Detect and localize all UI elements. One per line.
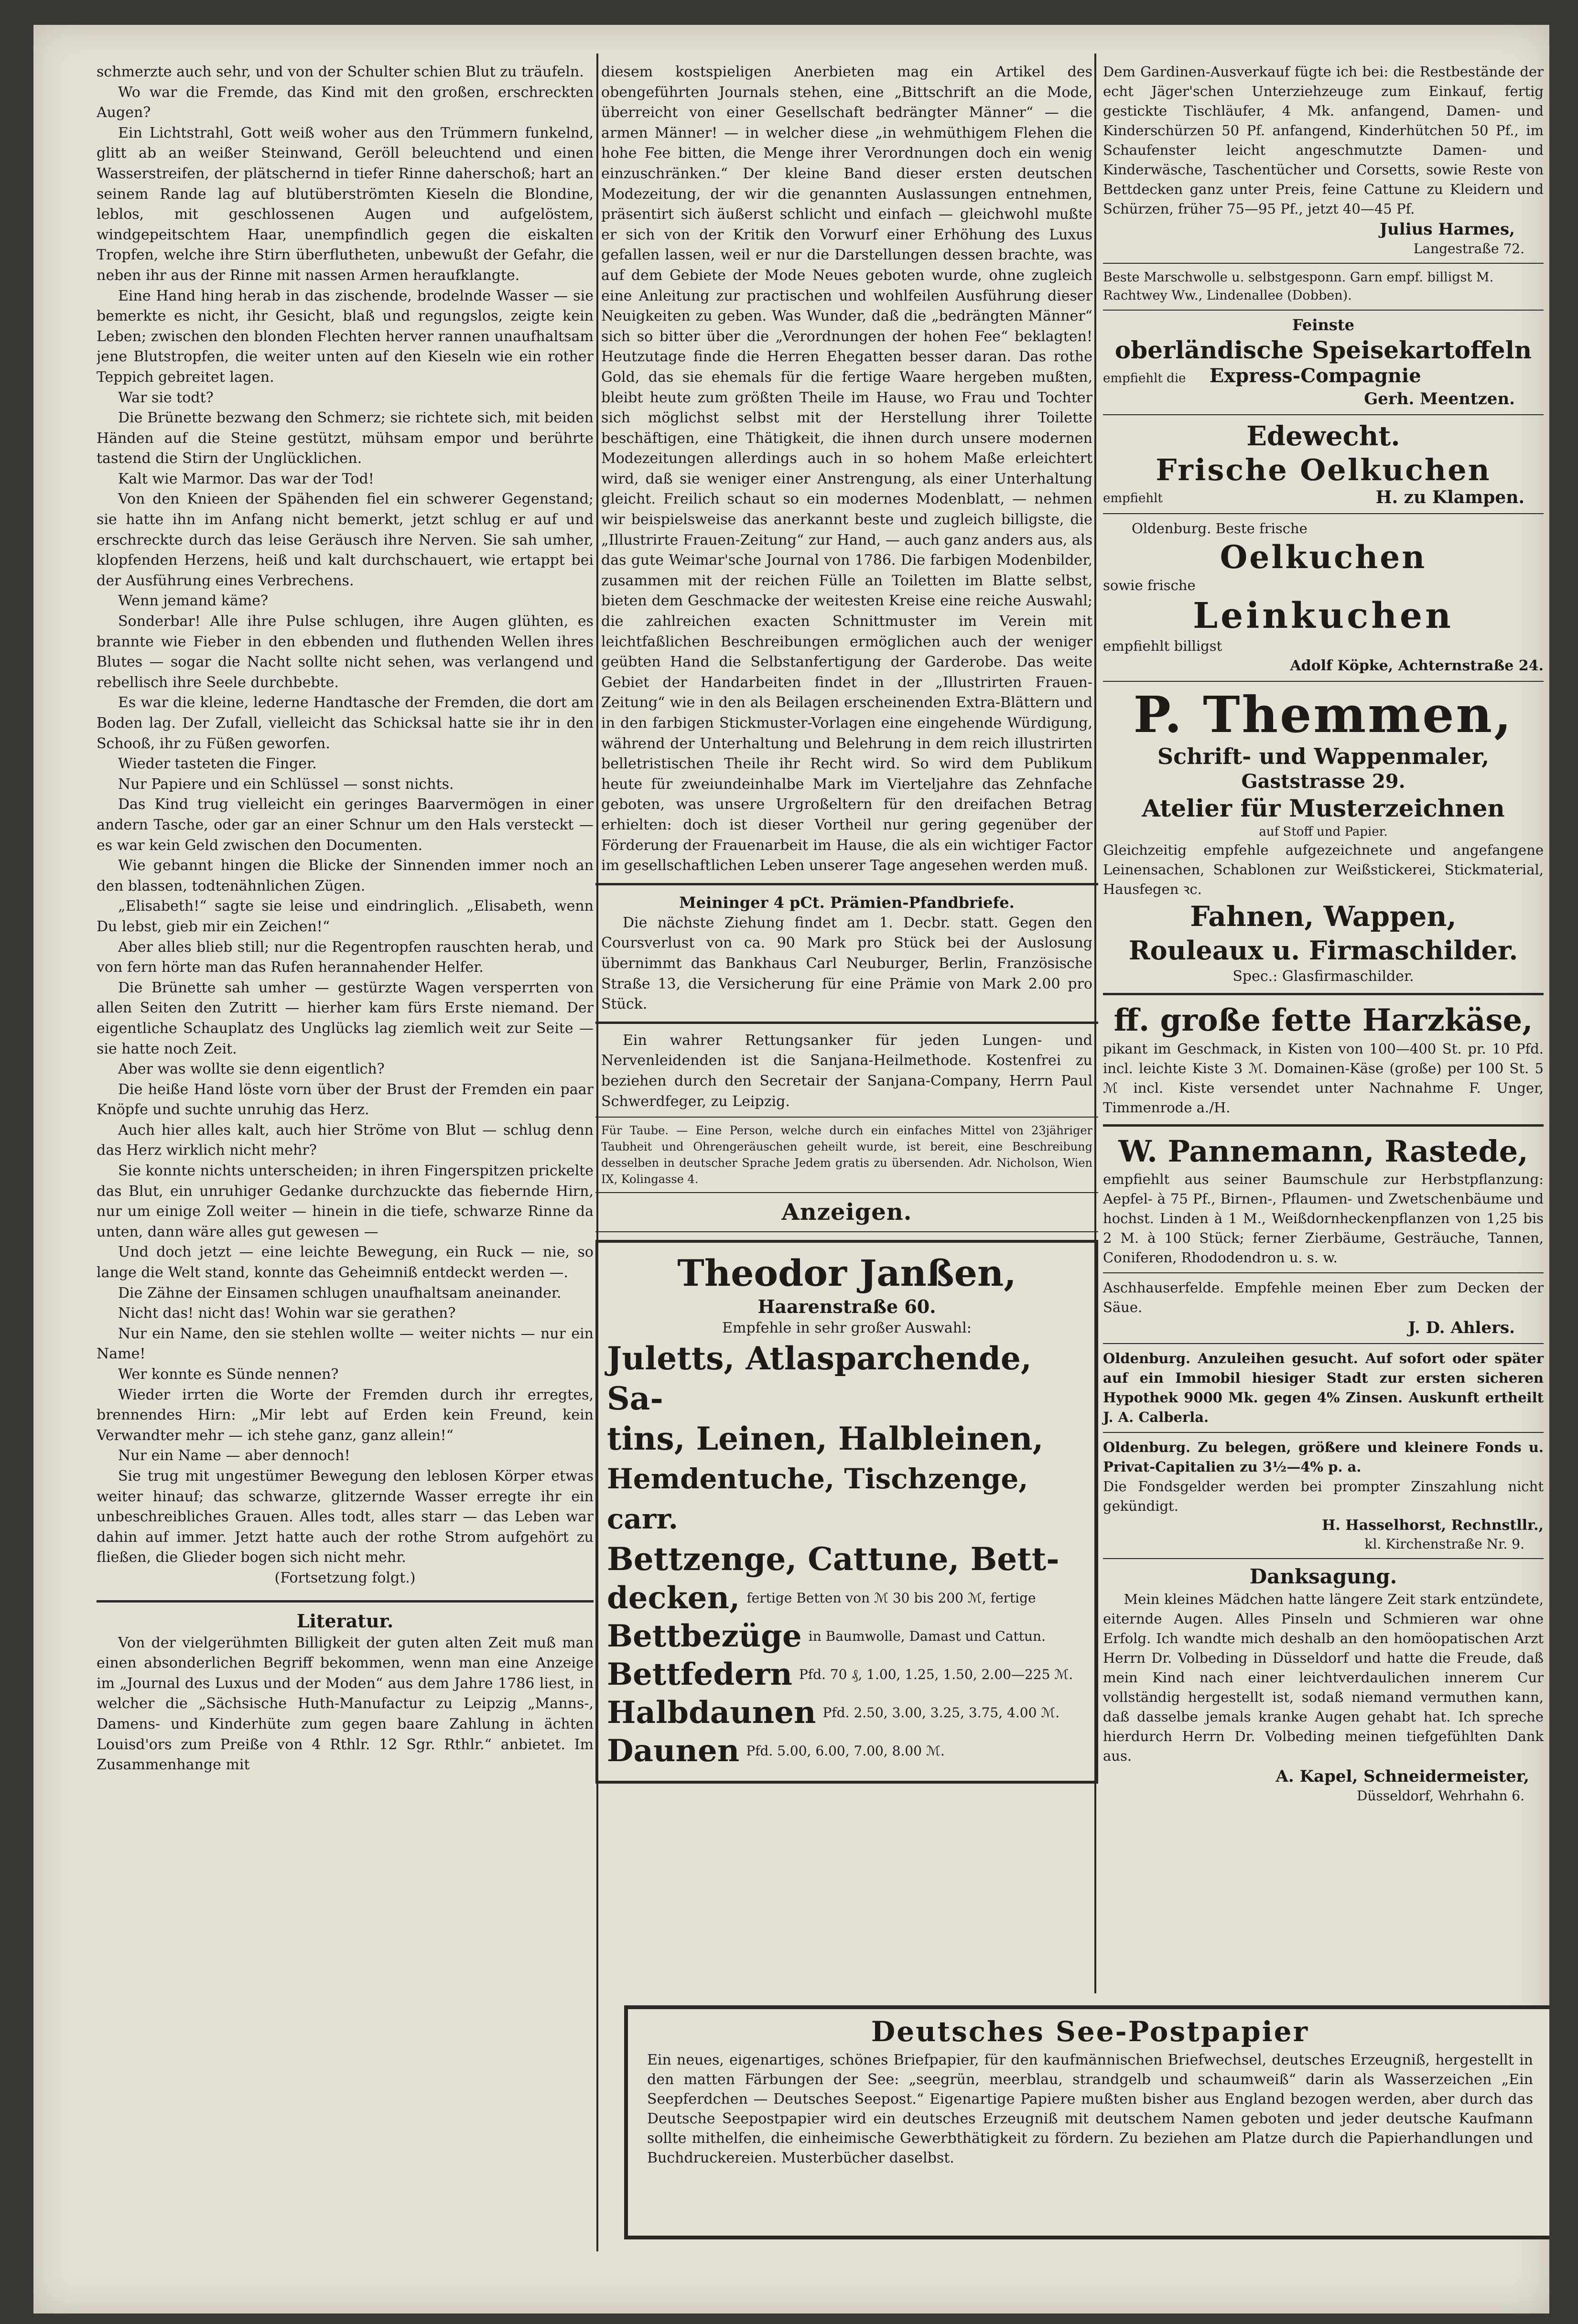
janssen-name: Theodor Janßen,: [677, 1252, 1016, 1295]
serial-story: [97, 62, 594, 1589]
pannemann-text: empfiehlt aus seiner Baumschule zur Herbstpflanzung: Aepfel- à 75 Pf., Birnen-, Pflaumen- und Zwetschenbäume und hochst. Linden à 1 M., Weißdornheckenpflanzen von 1,25 bis 2 M. à 100 Stück; ferner Zierbäume, Gesträuche, Tannen, Coniferen, Rhododendron u. s. w.: [1103, 1171, 1544, 1266]
column-3: [1093, 62, 1549, 2279]
section-rule: [1103, 1343, 1544, 1344]
seepost-text: Ein neues, eigenartiges, schönes Briefpapier, für den kaufmännischen Briefwechsel, deutsches Erzeugniß, hergestellt in den matten Färbungen der See: „seegrün, meerblau, strandgelb und schaumweiß“ darin als Wasserzeichen „Ein Seepferdchen — Deutsches Seepost.“ Eigenartige Papiere mußten bisher aus England bezogen werden, aber durch das Deutsche Seepostpapier wird ein deutsches Erzeugniß mit deutschem Namen geboten und jeder deutsche Kaufmann sollte mithelfen, die einheimische Gewerbthätigkeit zu fördern. Zu beziehen am Platze durch die Papierhandlungen und Buchdruckereien. Musterbücher daselbst.: [647, 2052, 1533, 2166]
story-paragraph: Wer konnte es Sünde nennen?: [118, 1366, 339, 1383]
gardinen-advert: Dem Gardinen-Ausverkauf fügte ich bei: die Restbestände der echt Jäger'schen Unterziehzeuge zum Einkauf, fertig gestickte Tischläufer, 4 Mk. anfangend, Damen- und Kinderschürzen 50 Pf. anfangend, Kinderhütchen 50 Pf., im Schaufenster leicht angeschmutzte Damen- und Kinderwäsche, Taschentücher und Corsetts, sowie Reste von Bettdecken ganz unter Preis, feine Cattune zu Kleidern und Schürzen, früher 75—95 Pf., jetzt 40—45 Pf.: [1103, 64, 1544, 217]
story-paragraph: Aber alles blieb still; nur die Regentropfen rauschten herab, und von fern hörte man das Rufen herannahender Helfer.: [97, 938, 594, 976]
section-rule: [97, 1600, 594, 1603]
danksagung-heading: Danksagung.: [1249, 1565, 1397, 1588]
section-rule: [595, 883, 1098, 885]
janssen-product-line: tins, Leinen, Halbleinen,: [607, 1420, 1044, 1458]
story-paragraph: Nur ein Name, den sie stehlen wollte — weiter nichts — nur ein Name!: [97, 1325, 594, 1363]
kartoffel-pre: Feinste: [1292, 316, 1354, 334]
story-paragraph: Wenn jemand käme?: [118, 592, 269, 610]
section-rule: [595, 1231, 1098, 1232]
story-paragraph: Es war die kleine, lederne Handtasche der Fremden, die dort am Boden lag. Der Zufall, vielleicht das Schicksal hatte sie ihr in den Schooß, ihr zu Füßen geworfen.: [97, 694, 594, 752]
section-rule: [1103, 263, 1544, 264]
themmen-subtitle: Schrift- und Wappenmaler,: [1157, 743, 1490, 769]
newspaper-page: [33, 25, 1549, 2313]
story-paragraph: Nur ein Name — aber dennoch!: [118, 1447, 350, 1464]
janssen-label: Bettfedern: [607, 1657, 792, 1693]
meininger-text: Die nächste Ziehung findet am 1. Decbr. statt. Gegen den Coursverlust von ca. 90 Mark pro Stück bei der Auslosung übernimmt das Bankhaus Carl Neuburger, Berlin, Französische Straße 13, die Versicherung für eine Prämie von Mark 2.00 pro Stück.: [601, 914, 1092, 1013]
story-paragraph: Wo war die Fremde, das Kind mit den großen, erschreckten Augen?: [97, 84, 594, 121]
janssen-price-text: Pfd. 2.50, 3.00, 3.25, 3.75, 4.00 ℳ.: [822, 1705, 1060, 1721]
section-rule: [595, 1192, 1098, 1193]
story-paragraph: Die Zähne der Einsamen schlugen unaufhaltsam aneinander.: [118, 1284, 562, 1302]
story-paragraph: schmerzte auch sehr, und von der Schulter schien Blut zu träufeln.: [97, 64, 584, 80]
column-1: [97, 62, 594, 2260]
oldenburg-pre: Oldenburg. Beste frische: [1132, 520, 1308, 537]
story-paragraph: Ein Lichtstrahl, Gott weiß woher aus den Trümmern funkelnd, glitt ab an weißer Steinwand, Geröll beleuchtend und einen Wasserstreifen, der plätschernd in tiefer Rinne daherschoß; hart an seinem Rande lag auf blutüberströmten Kieseln die Blondine, leblos, mit geschlossenen Augen und aufgelöstem, windgepeitschtem Haar, unempfindlich gegen die eiskalten Tropfen, welche ihre Stirn überflutheten, unbewußt der Gefahr, die neben ihr aus der Rinne mit nassen Armen heraufklangte.: [97, 124, 594, 284]
janssen-row: [607, 1579, 1087, 1617]
janssen-label: decken,: [607, 1580, 740, 1616]
story-paragraph: Kalt wie Marmor. Das war der Tod!: [118, 470, 374, 487]
story-paragraph: Wieder irrten die Worte der Fremden durch ihr erregtes, brennendes Hirn: „Mir lebt auf Erden kein Freund, kein Verwandter mehr — ich stehe ganz, ganz allein!“: [97, 1386, 594, 1444]
atelier-heading: Atelier für Musterzeichnen: [1142, 794, 1505, 822]
kartoffel-company: Express-Compagnie: [1209, 365, 1421, 387]
janssen-label: Bettbezüge: [607, 1618, 802, 1655]
section-rule: [1103, 414, 1544, 415]
story-paragraph: Von den Knieen der Spähenden fiel ein schwerer Gegenstand; sie hatte ihn im Anfang nicht bemerkt, jetzt schlug er auf und erschreckte durch das leise Geräusch ihre Nerven. Sie sah umher, klopfenden Herzens, heiß und kalt durchschauert, wie ertappt bei der Ausführung eines Verbrechens.: [97, 491, 594, 589]
fashion-article: diesem kostspieligen Anerbieten mag ein Artikel des obengeführten Journals stehen, eine „Bittschrift an die Mode, überreicht von einer Gesellschaft bedrängter Männer“ — die armen Männer! — in welcher diese „in wehmüthigem Flehen die hohe Fee bitten, die Menge ihrer Verordnungen doch ein wenig einzuschränken.“ Der kleine Band dieser ersten deutschen Modezeitung, der wir die genannten Auslassungen entnehmen, präsentirt sich äußerst schlicht und einfach — gleichwohl mußte er sich von der Kritik den Vorwurf einer Erhöhung des Luxus gefallen lassen, weil er nur die Darstellungen dessen brachte, was auf dem Gebiete der Mode Neues geboten wurde, ohne zugleich eine Anleitung zur practischen und wohlfeilen Ausführung dieser Neuigkeiten zu geben. Was Wunder, daß die „bedrängten Männer“ sich so bitter über die „Verordnungen der hohen Fee“ beklagten! Heutzutage finde die Herren Ehegatten besser daran. Das rothe Gold, das sie ehemals für die fertige Waare hergeben mußten, bleibt heute zum größten Theile im Hause, wo Frau und Tochter sich möglichst selbst mit der Herstellung ihrer Toilette beschäftigen, eine Thätigkeit, die ihnen durch unsere modernen Modezeitungen allerdings auch in so hohem Maße erleichtert wird, daß sie weniger einer Anstrengung, als einer Unterhaltung gleicht. Freilich schaut so ein modernes Modenblatt, — nehmen wir beispielsweise das anerkannt beste und zugleich billigste, die „Illustrirte Frauen-Zeitung“ zur Hand, — auch ganz anders aus, als das gute Weimar'sche Journal von 1786. Die farbigen Modenbilder, zusammen mit der reichen Fülle an Toiletten im Blatte selbst, bieten dem Geschmacke der weitesten Kreise eine reiche Auswahl; die zahlreichen exacten Schnittmuster im Verein mit leichtfaßlichen Beschreibungen ermöglichen auch der weniger geübten Hand die Selbstanfertigung der Garderobe. Das weite Gebiet der Handarbeiten findet in der „Illustrirten Frauen-Zeitung“ wie in den als Beilagen erscheinenden Extra-Blättern und in den farbigen Stickmuster-Vorlagen eine eingehende Würdigung, während der Unterhaltung und Belehrung in dem reich illustrirten belletristischen Theile ihr Recht wird. So wird dem Publikum heute für zweiundeinhalbe Mark im Vierteljahre das Zehnfache geboten, was unsere Urgroßeltern für den dreifachen Betrag erhielten: doch ist dieser Vortheil nur gering gegenüber der Förderung der Frauenarbeit im Hause, die als ein wichtiger Factor im gesellschaftlichen Leben unserer Tage angesehen werden muß.: [601, 64, 1092, 874]
story-paragraph: War sie todt?: [118, 389, 214, 406]
ahlers-name: J. D. Ahlers.: [1408, 1318, 1515, 1337]
oelkuchen-heading: Oelkuchen: [1220, 538, 1427, 576]
oelk-by-pre: empfiehlt: [1103, 491, 1163, 506]
seepost-title: Deutsches See-Postpapier: [871, 2015, 1309, 2048]
leink-by: empfiehlt billigst: [1103, 638, 1222, 654]
themmen-address: Gaststrasse 29.: [1241, 770, 1405, 793]
harmes-address: Langestraße 72.: [1413, 241, 1524, 257]
sowie-label: sowie frische: [1103, 577, 1196, 593]
kapel-address: Düsseldorf, Wehrhahn 6.: [1357, 1788, 1524, 1804]
section-rule: [595, 1117, 1098, 1118]
literature-heading: Literatur.: [296, 1610, 394, 1632]
janssen-street: Haarenstraße 60.: [757, 1296, 936, 1318]
story-paragraph: Auch hier alles kalt, auch hier Ströme von Blut — schlug denn das Herz wirklich nicht mehr?: [97, 1121, 594, 1159]
story-paragraph: Wieder tasteten die Finger.: [118, 755, 317, 773]
harzkaese-heading: ff. große fette Harzkäse,: [1113, 1002, 1533, 1038]
meininger-heading: Meininger 4 pCt. Prämien-Pfandbriefe.: [679, 893, 1015, 912]
kartoffel-name: Gerh. Meentzen.: [1364, 389, 1515, 409]
section-rule: [1103, 1432, 1544, 1433]
janssen-label: Daunen: [607, 1733, 740, 1769]
kartoffel-by: [1103, 366, 1544, 388]
fahnen-heading: Fahnen, Wappen,: [1190, 900, 1457, 933]
oelk-by: [1103, 488, 1544, 508]
atelier-sub: auf Stoff und Papier.: [1259, 825, 1388, 839]
story-paragraph: Und doch jetzt — eine leichte Bewegung, ein Ruck — nie, so lange die Welt stand, konnte das Geheimniß entdeckt werden —.: [97, 1244, 594, 1281]
fonds-text-2: Die Fondsgelder werden bei prompter Zinszahlung nicht gekündigt.: [1103, 1478, 1544, 1514]
kartoffel-by-pre: empfiehlt die: [1103, 371, 1186, 386]
story-paragraph: Eine Hand hing herab in das zischende, brodelnde Wasser — sie bemerkte es nicht, ihr Gesicht, blaß und regungslos, zeigte kein Leben; zwischen den blonden Flechten herver rannen unaufhaltsam jene Blutstropfen, die weiter unten auf den Kieseln wie ein rother Teppich gebreitet lagen.: [97, 287, 594, 386]
janssen-row: [607, 1617, 1087, 1656]
janssen-price-text: Pfd. 70 ₰, 1.00, 1.25, 1.50, 2.00—225 ℳ.: [799, 1667, 1073, 1683]
janssen-row: [607, 1732, 1087, 1770]
section-rule: [1103, 1272, 1544, 1273]
oelkuchen-frisch: Frische Oelkuchen: [1156, 452, 1491, 487]
hasselhorst-address: kl. Kirchenstraße Nr. 9.: [1364, 1536, 1524, 1552]
sanjana-text: Ein wahrer Rettungsanker für jeden Lungen- und Nervenleidenden ist die Sanjana-Heilmethode. Kostenfrei zu beziehen durch den Secretair der Sanjana-Company, Herrn Paul Schwerdfeger, zu Leipzig.: [601, 1032, 1092, 1110]
story-paragraph: Nicht das! nicht das! Wohin war sie gerathen?: [118, 1305, 456, 1322]
janssen-price-text: Pfd. 5.00, 6.00, 7.00, 8.00 ℳ.: [746, 1743, 945, 1759]
oelk-name: H. zu Klampen.: [1375, 487, 1524, 507]
anzeigen-heading: Anzeigen.: [781, 1199, 912, 1226]
kartoffel-main: oberländische Speisekartoffeln: [1114, 336, 1532, 364]
literature-text: Von der vielgerühmten Billigkeit der guten alten Zeit muß man einen absonderlichen Begriff bekommen, wenn man eine Anzeige im „Journal des Luxus und der Moden“ aus dem Jahre 1786 liest, in welcher die „Sächsische Huth-Manufactur zu Leipzig „Manns-, Damens- und Kinderhüte zum gegen baare Zahlung in ächten Louisd'ors zum Preiße von 4 Rthlr. 12 Sgr. Rthlr.“ anbietet. Im Zusammenhange mit: [97, 1634, 594, 1774]
story-paragraph: Wie gebannt hingen die Blicke der Sinnenden immer noch an den blassen, todtenähnlichen Zügen.: [97, 857, 594, 894]
section-rule: [1103, 513, 1544, 514]
spec-line: Spec.: Glasfirmaschilder.: [1232, 968, 1414, 985]
janssen-price-text: in Baumwolle, Damast und Cattun.: [808, 1628, 1046, 1645]
rouleaux-heading: Rouleaux u. Firmaschilder.: [1128, 935, 1518, 966]
danksagung-text: Mein kleines Mädchen hatte längere Zeit stark entzündete, eiternde Augen. Alles Pinseln und Schmieren war ohne Erfolg. Ich wandte mich deshalb an den homöopatischen Arzt Herrn Dr. Volbeding in Düsseldorf und hatte die Freude, daß mein Kind nach einer leichtverdaulichen innerem Cur vollständig hergestellt ist, sodaß niemand vermuthen kann, daß dasselbe jemals kranke Augen gehabt hat. Ich spreche hierdurch Herrn Dr. Volbeding meinen tiefgefühlten Dank aus.: [1103, 1591, 1544, 1764]
section-rule: [1103, 681, 1544, 682]
leinkuchen-heading: Leinkuchen: [1193, 595, 1454, 636]
edewecht-heading: Edewecht.: [1246, 420, 1400, 452]
section-rule: [1103, 993, 1544, 995]
taube-notice: Für Taube. — Eine Person, welche durch ein einfaches Mittel von 23jähriger Taubheit und Ohrengeräuschen geheilt wurde, ist bereit, eine Beschreibung desselben in deutscher Sprache Jedem gratis zu übersenden. Adr. Nicholson, Wien IX, Kolingasse 4.: [601, 1124, 1092, 1186]
story-paragraph: Aber was wollte sie denn eigentlich?: [118, 1061, 385, 1078]
story-paragraph: Sie konnte nichts unterscheiden; in ihren Fingerspitzen prickelte das Blut, ein unruhiger Gedanke durchzuckte das fiebernde Hirn, nur um einige Zoll weiter — hinein in die tiefe, schwarze Rinne da unten, dann wäre alles gut gewesen —: [97, 1162, 594, 1240]
janssen-price-text: fertige Betten von ℳ 30 bis 200 ℳ, fertige: [746, 1590, 1036, 1606]
janssen-row: [607, 1656, 1087, 1694]
section-rule: [1103, 310, 1544, 311]
story-paragraph: Nur Papiere und ein Schlüssel — sonst nichts.: [118, 775, 454, 793]
janssen-product-line: Hemdentuche, Tischzenge, carr.: [607, 1463, 1028, 1536]
story-paragraph: Sonderbar! Alle ihre Pulse schlugen, ihre Augen glühten, es brannte wie Fieber in den ebbenden und fluthenden Wellen ihres Blutes — sogar die Nacht sollte nicht sehen, was verlangend und rebellisch ihre Seele durchbebte.: [97, 613, 594, 691]
section-rule: [595, 1022, 1098, 1024]
janssen-intro: Empfehle in sehr großer Auswahl:: [722, 1320, 972, 1337]
pannemann-heading: W. Pannemann, Rastede,: [1118, 1134, 1528, 1169]
koepke-line: Adolf Köpke, Achternstraße 24.: [1290, 657, 1544, 674]
story-paragraph: Das Kind trug vielleicht ein geringes Baarvermögen in einer andern Tasche, oder gar an einer Schnur um den Hals versteckt — es war kein Geld zwischen den Documenten.: [97, 796, 594, 854]
hasselhorst-name: H. Hasselhorst, Rechnstllr.,: [1322, 1517, 1544, 1534]
janssen-advert: [595, 1240, 1098, 1784]
harzkaese-text: pikant im Geschmack, in Kisten von 100—400 St. pr. 10 Pfd. incl. leichte Kiste 3 ℳ. Domainen-Käse (große) per 100 St. 5 ℳ incl. Kiste versendet unter Nachnahme F. Unger, Timmenrode a./H.: [1103, 1041, 1544, 1116]
kapel-name: A. Kapel, Schneidermeister,: [1275, 1767, 1529, 1786]
column-2: [595, 62, 1098, 2260]
story-paragraph: Die heiße Hand löste vorn über der Brust der Fremden ein paar Knöpfe und suchte unruhig das Herz.: [97, 1081, 594, 1119]
janssen-product-line: Bettzenge, Cattune, Bett-: [607, 1540, 1059, 1578]
story-paragraph: „Elisabeth!“ sagte sie leise und eindringlich. „Elisabeth, wenn Du lebst, gieb mir ein Zeichen!“: [97, 898, 594, 935]
themmen-name: P. Themmen,: [1133, 685, 1513, 744]
themmen-text: Gleichzeitig empfehle aufgezeichnete und angefangene Leinensachen, Schablonen zur Weißstickerei, Stickmaterial, Hausfegen ꝛc.: [1103, 842, 1544, 897]
continuation-note: (Fortsetzung folgt.): [274, 1569, 416, 1586]
seepost-advert: [624, 2005, 1549, 2239]
aschhausen-text: Aschhauserfelde. Empfehle meinen Eber zum Decken der Säue.: [1103, 1280, 1544, 1315]
story-paragraph: Sie trug mit ungestümer Bewegung den leblosen Körper etwas weiter hinauf; das schwarze, glitzernde Wasser erregte ihr ein unbeschreibliches Grauen. Alles todt, alles starr — das Leben war dahin auf immer. Jetzt hatte auch der rothe Strom aufgehört zu fließen, die Glieder bogen sich nicht mehr.: [97, 1467, 594, 1566]
anleihe-text: Oldenburg. Anzuleihen gesucht. Auf sofort oder später auf ein Immobil hiesiger Stadt zur ersten sicheren Hypothek 9000 Mk. gegen 4% Zinsen. Auskunft ertheilt J. A. Calberla.: [1103, 1350, 1544, 1425]
wolle-advert: Beste Marschwolle u. selbstgesponn. Garn empf. billigst M. Rachtwey Ww., Lindenallee (Dobben).: [1103, 270, 1494, 303]
janssen-product-line: Juletts, Atlasparchende, Sa-: [607, 1340, 1032, 1418]
story-paragraph: Die Brünette bezwang den Schmerz; sie richtete sich, mit beiden Händen auf die Steine gestützt, mühsam empor und berührte tastend die Stirn der Unglücklichen.: [97, 409, 594, 467]
janssen-row: [607, 1694, 1087, 1732]
section-rule: [1103, 1558, 1544, 1559]
fonds-text: Oldenburg. Zu belegen, größere und kleinere Fonds u. Privat-Capitalien zu 3½—4% p. a.: [1103, 1439, 1544, 1475]
story-paragraph: Die Brünette sah umher — gestürzte Wagen versperrten von allen Seiten den Zutritt — hierher kam fürs Erste niemand. Der eigentliche Schauplatz des Unglücks lag ziemlich weit zur Seite — sie hatte noch Zeit.: [97, 979, 594, 1057]
harmes-name: Julius Harmes,: [1380, 220, 1515, 239]
section-rule: [1103, 1124, 1544, 1127]
janssen-label: Halbdaunen: [607, 1695, 816, 1731]
